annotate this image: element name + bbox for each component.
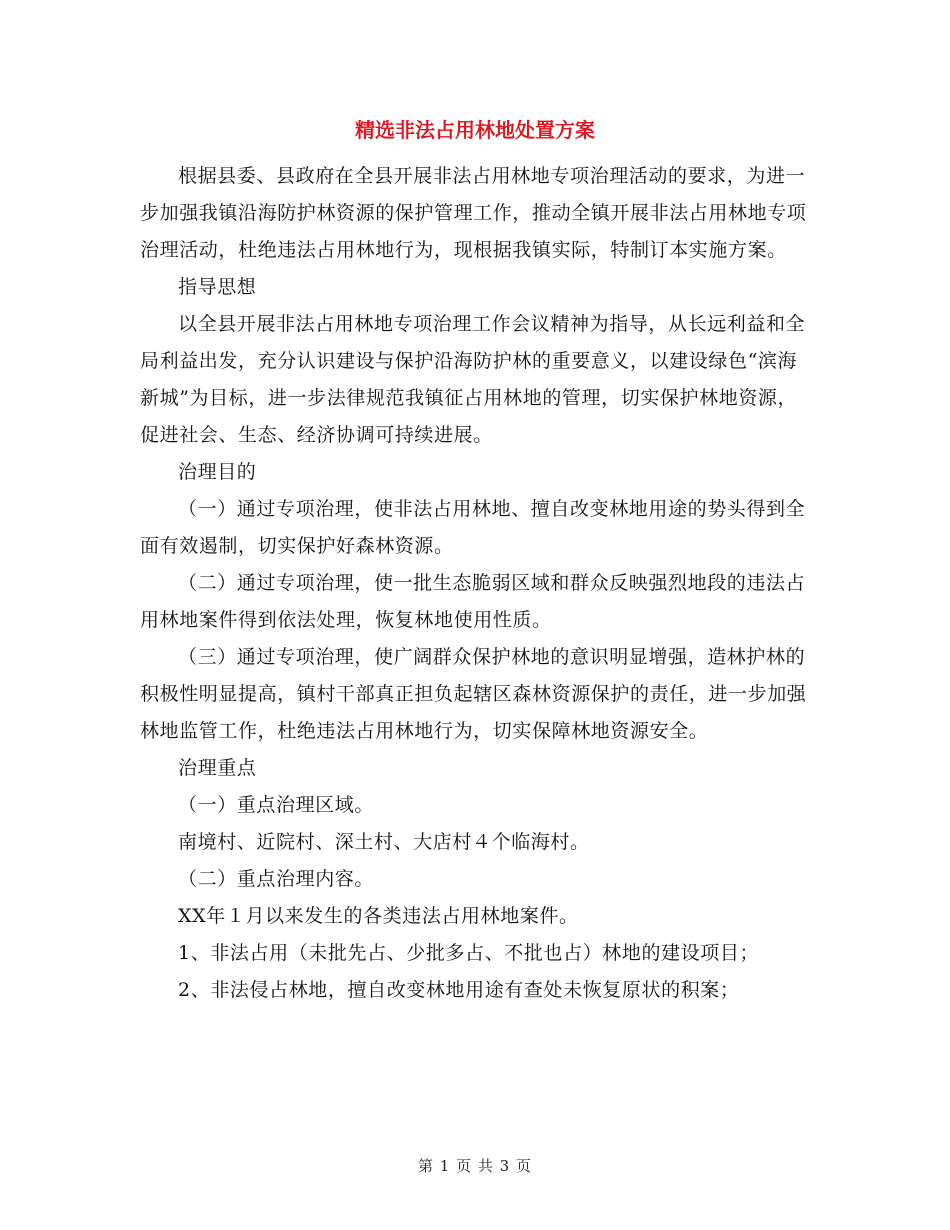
paragraph-intro: 根据县委、县政府在全县开展非法占用林地专项治理活动的要求，为进一步加强我镇沿海防护林资源的保护管理工作，推动全镇开展非法占用林地专项治理活动，杜绝违法占用林地行为，现根据我镇实际，特制订本实施方案。 — [140, 165, 807, 261]
document-body — [140, 158, 815, 1009]
paragraph-purpose-1: （一）通过专项治理，使非法占用林地、擅自改变林地用途的势头得到全面有效遏制，切实保护好森林资源。 — [140, 498, 806, 557]
paragraph-focus-area-heading: （一）重点治理区域。 — [178, 794, 375, 816]
paragraph-item-2: 2、非法侵占林地，擅自改变林地用途有查处未恢复原状的积案； — [178, 979, 740, 1001]
paragraph-focus-content: XX年１月以来发生的各类违法占用林地案件。 — [178, 905, 579, 927]
document-title: 精选非法占用林地处置方案 — [355, 118, 595, 142]
paragraph-purpose-2: （二）通过专项治理，使一批生态脆弱区域和群众反映强烈地段的违法占用林地案件得到依法处理，恢复林地使用性质。 — [140, 572, 806, 631]
heading-governance-purpose: 治理目的 — [178, 461, 257, 483]
heading-governance-focus: 治理重点 — [178, 757, 257, 779]
paragraph-purpose-3: （三）通过专项治理，使广阔群众保护林地的意识明显增强，造林护林的积极性明显提高，镇村干部真正担负起辖区森林资源保护的责任，进一步加强林地监管工作，杜绝违法占用林地行为，切实保障林地资源安全。 — [140, 646, 807, 742]
paragraph-item-1: 1、非法占用（未批先占、少批多占、不批也占）林地的建设项目； — [178, 942, 760, 964]
paragraph-guiding-ideology: 以全县开展非法占用林地专项治理工作会议精神为指导，从长远利益和全局利益出发，充分认识建设与保护沿海防护林的重要意义，以建设绿色“滨海新城”为目标，进一步法律规范我镇征占用林地的管理，切实保护林地资源，促进社会、生态、经济协调可持续进展。 — [140, 313, 806, 446]
paragraph-focus-content-heading: （二）重点治理内容。 — [178, 868, 375, 890]
page-footer: 第 1 页 共 3 页 — [418, 1157, 532, 1175]
paragraph-focus-area: 南境村、近院村、深土村、大店村４个临海村。 — [178, 831, 590, 853]
heading-guiding-ideology: 指导思想 — [178, 276, 257, 298]
